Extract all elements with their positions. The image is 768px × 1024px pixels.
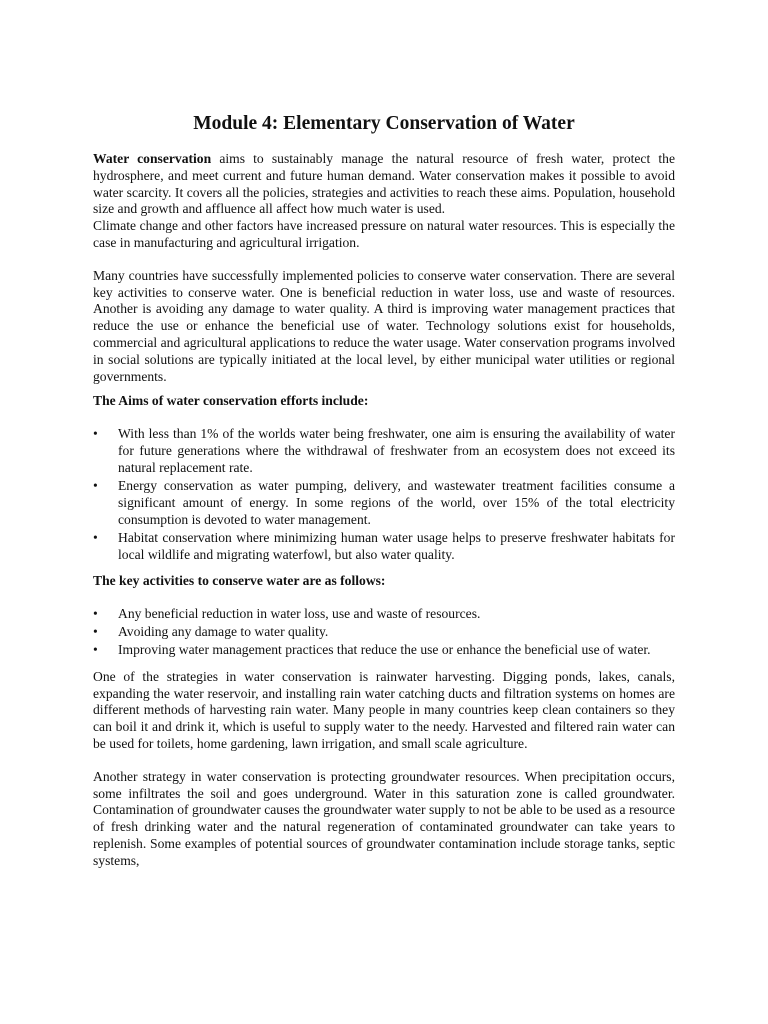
intro-term: Water conservation: [93, 151, 212, 166]
policies-paragraph: Many countries have successfully implemented policies to conserve water conservation. There are several key activities to conserve water. One is beneficial reduction in water loss, use and waste of resources. Another is avoiding any damage to water quality. A third is improving water management practices that reduce the use or enhance the beneficial use of water. Technology solutions exist for households, commercial and agricultural applications to reduce the water usage. Water conservation programs involved in social solutions are typically initiated at the local level, by either municipal water utilities or regional governments.: [93, 267, 675, 384]
aims-list: [93, 426, 675, 563]
bullet-icon: •: [93, 624, 98, 640]
list-item: • Avoiding any damage to water quality.: [93, 624, 329, 640]
list-item: • Any beneficial reduction in water loss, use and waste of resources.: [93, 605, 481, 621]
bullet-icon: •: [93, 529, 98, 545]
list-item: • With less than 1% of the worlds water being freshwater, one aim is ensuring the availability of water for future generations where the withdrawal of freshwater from an ecosystem does not exceed its natural replacement rate.: [93, 426, 675, 475]
activities-list: [93, 606, 675, 659]
bullet-icon: •: [93, 426, 98, 442]
intro-text: aims to sustainably manage the natural resource of fresh water, protect the hydrosphere, and meet current and future human demand. Water conservation makes it possible to avoid water scarcity. It covers all the policies, strategies and activities to reach these aims. Population, household size and growth and affluence all affect how much water is used.: [93, 151, 675, 217]
list-item: • Habitat conservation where minimizing human water usage helps to preserve freshwater habitats for local wildlife and migrating waterfowl, but also water quality.: [93, 529, 675, 562]
page-title: Module 4: Elementary Conservation of Water: [193, 113, 575, 134]
intro-paragraph: [93, 151, 675, 218]
climate-paragraph: Climate change and other factors have increased pressure on natural water resources. This is especially the case in manufacturing and agricultural irrigation.: [93, 218, 675, 250]
document-page: [93, 112, 675, 869]
list-item: • Improving water management practices that reduce the use or enhance the beneficial use of water.: [93, 642, 651, 658]
aims-heading: The Aims of water conservation efforts include:: [93, 393, 369, 409]
bullet-icon: •: [93, 605, 98, 621]
groundwater-paragraph: Another strategy in water conservation is protecting groundwater resources. When precipitation occurs, some infiltrates the soil and goes underground. Water in this saturation zone is called groundwater. Contamination of groundwater causes the groundwater water supply to not be able to be used as a resource of fresh drinking water and the natural regeneration of contaminated groundwater can take years to replenish. Some examples of potential sources of groundwater contamination include storage tanks, septic systems,: [93, 768, 675, 868]
rainwater-paragraph: One of the strategies in water conservation is rainwater harvesting. Digging ponds, lakes, canals, expanding the water reservoir, and installing rain water catching ducts and filtration systems on homes are different methods of harvesting rain water. Many people in many countries keep clean containers so they can boil it and drink it, which is useful to supply water to the needy. Harvested and filtered rain water can be used for toilets, home gardening, lawn irrigation, and small scale agriculture.: [93, 668, 675, 751]
bullet-icon: •: [93, 478, 98, 494]
activities-heading: The key activities to conserve water are as follows:: [93, 573, 386, 589]
list-item: • Energy conservation as water pumping, delivery, and wastewater treatment facilities consume a significant amount of energy. In some regions of the world, over 15% of the total electricity consumption is devoted to water management.: [93, 478, 675, 527]
bullet-icon: •: [93, 642, 98, 658]
